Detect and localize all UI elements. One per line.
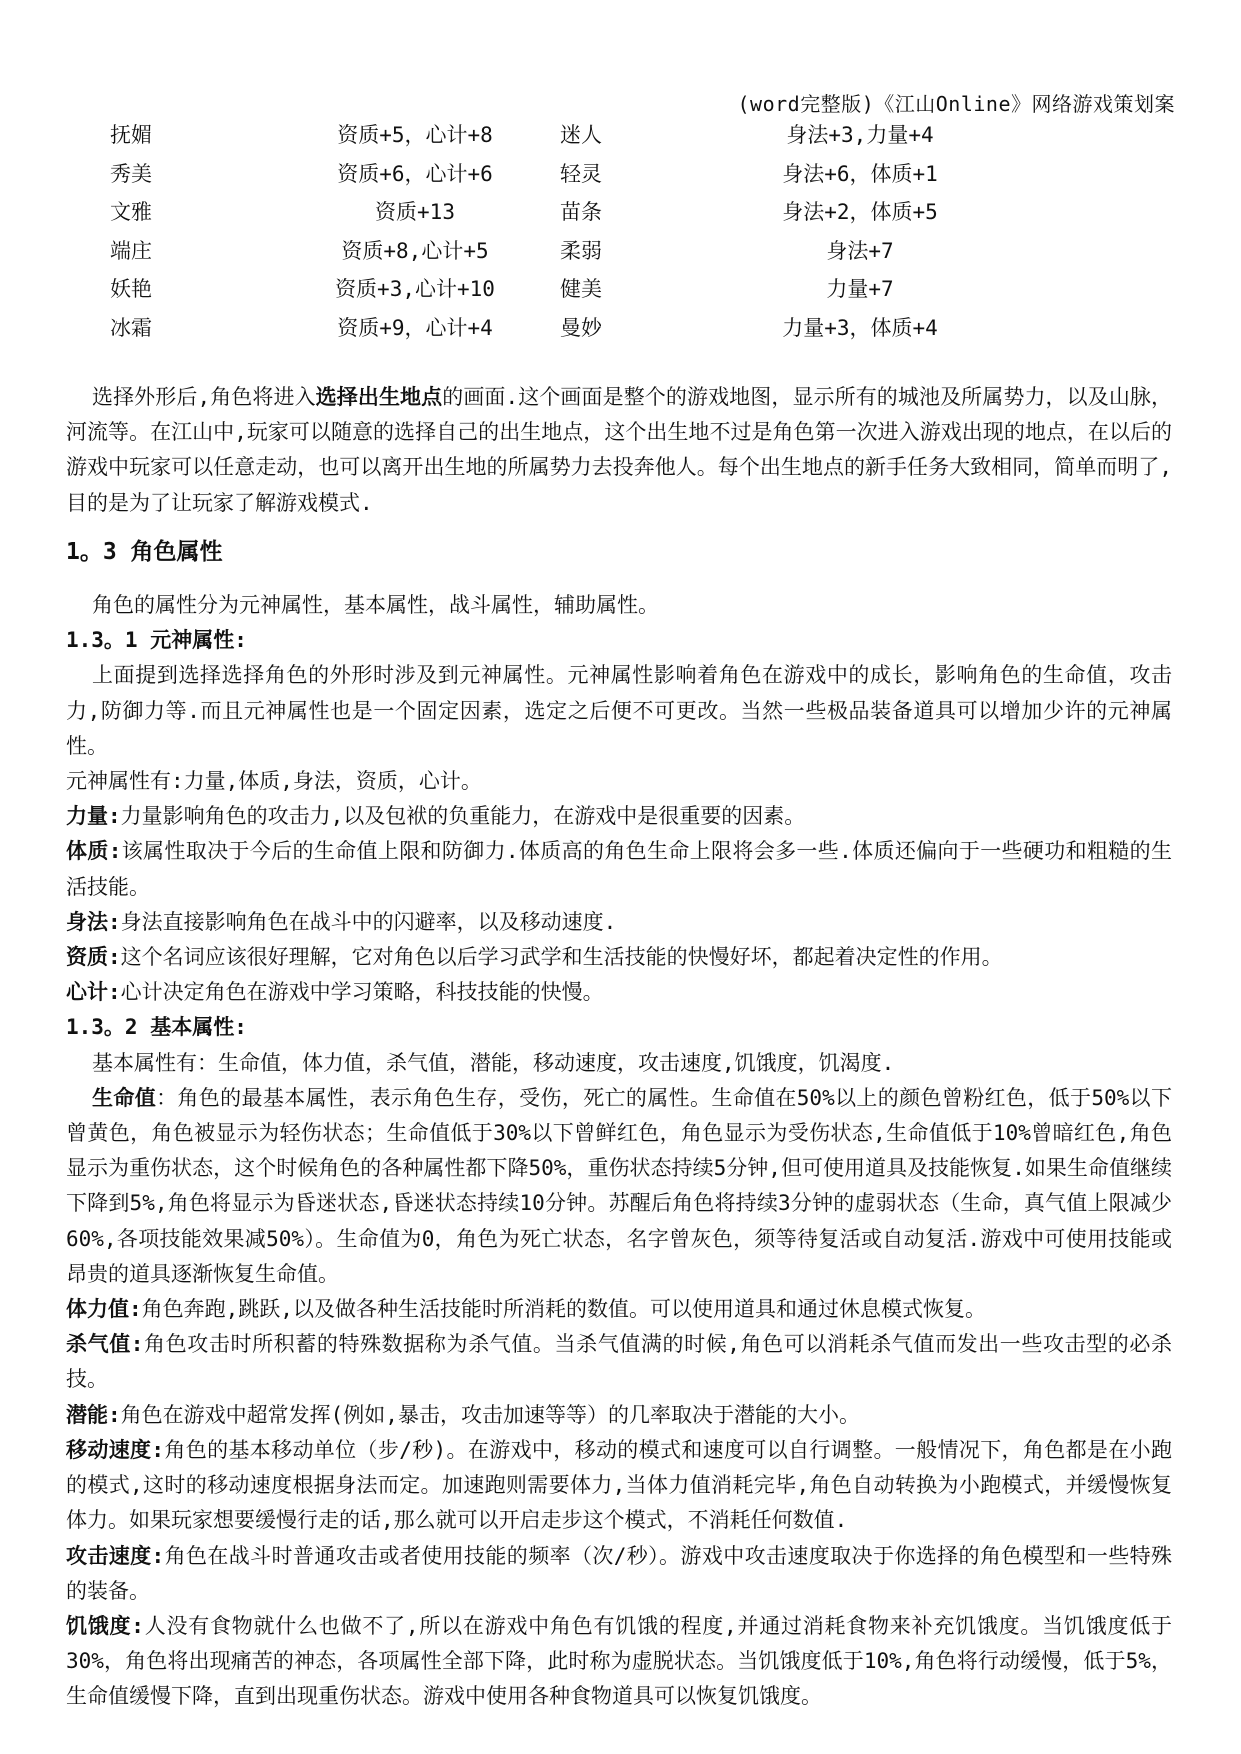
appearance-name-cell: 文雅 (110, 200, 152, 225)
appearance-name-cell: 曼妙 (560, 315, 602, 340)
attribute-term: 资质: (66, 945, 121, 970)
attribute-definition (66, 1433, 1172, 1539)
attribute-description: 角色在游戏中超常发挥(例如,暴击，攻击加速等等）的几率取决于潜能的大小。 (120, 1402, 860, 1427)
appearance-name-cell: 苗条 (560, 200, 602, 225)
spirit-attribute-list (66, 799, 1172, 1010)
attribute-bonus-cell: 身法+3,力量+4 (786, 123, 934, 148)
attribute-row (110, 308, 1010, 347)
attribute-description: 身法直接影响角色在战斗中的闪避率，以及移动速度. (120, 909, 617, 934)
appearance-name-cell: 冰霜 (110, 315, 152, 340)
attribute-bonus-cell: 力量+7 (826, 277, 894, 302)
attribute-definition (66, 799, 1172, 834)
section-heading-1-3-2: 1.3。2 基本属性: (66, 1015, 247, 1040)
attribute-description: 该属性取决于今后的生命值上限和防御力.体质高的角色生命上限将会多一些.体质还偏向于一些硬功和粗糙的生活技能。 (66, 839, 1172, 899)
attribute-description: 人没有食物就什么也做不了,所以在游戏中角色有饥饿的程度,并通过消耗食物来补充饥饿度。当饥饿度低于30%，角色将出现痛苦的神态，各项属性全部下降，此时称为虚脱状态。当饥饿度低于10%,角色将行动缓慢，低于5%，生命值缓慢下降，直到出现重伤状态。游戏中使用各种食物道具可以恢复饥饿度。 (66, 1613, 1172, 1709)
attribute-description: 角色攻击时所积蓄的特殊数据称为杀气值。当杀气值满的时候,角色可以消耗杀气值而发出一些攻击型的必杀技。 (66, 1332, 1172, 1392)
attribute-bonus-cell: 资质+6，心计+6 (337, 161, 493, 186)
intro-paragraph (66, 380, 1172, 521)
attribute-bonus-cell: 资质+13 (375, 200, 455, 225)
attribute-row (110, 154, 1010, 193)
attribute-bonus-cell: 资质+5，心计+8 (337, 123, 493, 148)
intro-bold-term: 选择出生地点 (315, 385, 443, 409)
intro-text-pre: 选择外形后,角色将进入 (92, 385, 316, 409)
attribute-row (110, 192, 1010, 231)
attribute-bonus-cell: 资质+3,心计+10 (335, 277, 495, 302)
attribute-definition (66, 1609, 1172, 1715)
appearance-attribute-table (110, 115, 1010, 346)
appearance-name-cell: 健美 (560, 277, 602, 302)
life-value-text: ：角色的最基本属性，表示角色生存，受伤，死亡的属性。生命值在50%以上的颜色曾粉红色，低于50%以下曾黄色，角色被显示为轻伤状态；生命值低于30%以下曾鲜红色，角色显示为受伤状态,生命值低于10%曾暗红色,角色显示为重伤状态，这个时候角色的各种属性都下降50%，重伤状态持续5分钟,但可使用道具及技能恢复.如果生命值继续下降到5%,角色将显示为昏迷状态,昏迷状态持续10分钟。苏醒后角色将持续3分钟的虚弱状态（生命，真气值上限减少60%,各项技能效果减50%）。生命值为0，角色为死亡状态，名字曾灰色，须等待复活或自动复活.游戏中可使用技能或昂贵的道具逐渐恢复生命值。 (66, 1085, 1173, 1286)
life-value-paragraph (66, 1081, 1172, 1292)
attribute-term: 力量: (66, 804, 121, 829)
attribute-definition (66, 1292, 1172, 1327)
section-heading-1-3: 1。3 角色属性 (66, 538, 223, 565)
appearance-name-cell: 柔弱 (560, 238, 602, 263)
attribute-bonus-cell: 力量+3，体质+4 (782, 315, 938, 340)
attribute-term: 杀气值: (66, 1332, 144, 1357)
attribute-row (110, 115, 1010, 154)
attribute-description: 心计决定角色在游戏中学习策略，科技技能的快慢。 (120, 980, 604, 1005)
attribute-definition (66, 940, 1172, 975)
attribute-bonus-cell: 身法+2，体质+5 (782, 200, 938, 225)
attribute-row (110, 231, 1010, 270)
attribute-bonus-cell: 身法+7 (826, 238, 894, 263)
section-1-3-1-list-intro: 元神属性有:力量,体质,身法，资质，心计。 (66, 769, 482, 794)
section-heading-1-3-1: 1.3。1 元神属性: (66, 628, 247, 653)
attribute-definition (66, 1398, 1172, 1433)
appearance-name-cell: 妖艳 (110, 277, 152, 302)
life-value-term: 生命值 (92, 1085, 157, 1110)
appearance-name-cell: 端庄 (110, 238, 152, 263)
attribute-term: 体质: (66, 839, 122, 864)
attribute-definition (66, 1327, 1172, 1397)
attribute-row (110, 269, 1010, 308)
attribute-description: 角色在战斗时普通攻击或者使用技能的频率（次/秒）。游戏中攻击速度取决于你选择的角色模型和一些特殊的装备。 (66, 1543, 1172, 1603)
attribute-definition (66, 905, 1172, 940)
attribute-term: 饥饿度: (66, 1613, 144, 1638)
attribute-term: 移动速度: (66, 1437, 165, 1462)
attribute-definition (66, 834, 1172, 904)
document-body (66, 380, 1172, 1715)
attribute-description: 这个名词应该很好理解，它对角色以后学习武学和生活技能的快慢好坏，都起着决定性的作用。 (120, 945, 1003, 970)
intro-text-post: 的画面.这个画面是整个的游戏地图，显示所有的城池及所属势力，以及山脉，河流等。在江山中,玩家可以随意的选择自己的出生地点，这个出生地不过是角色第一次进入游戏出现的地点，在以后的游戏中玩家可以任意走动，也可以离开出生地的所属势力去投奔他人。每个出生地点的新手任务大致相同，简单而明了,目的是为了让玩家了解游戏模式. (66, 385, 1173, 515)
attribute-description: 力量影响角色的攻击力,以及包袱的负重能力，在游戏中是很重要的因素。 (120, 804, 806, 829)
attribute-definition (66, 1539, 1172, 1609)
attribute-term: 身法: (66, 909, 121, 934)
attribute-bonus-cell: 身法+6，体质+1 (782, 161, 938, 186)
attribute-term: 体力值: (66, 1297, 142, 1322)
page-header: (word完整版)《江山Online》网络游戏策划案 (737, 92, 1175, 116)
attribute-description: 角色奔跑,跳跃,以及做各种生活技能时所消耗的数值。可以使用道具和通过休息模式恢复。 (141, 1297, 986, 1322)
attribute-term: 潜能: (66, 1402, 121, 1427)
section-1-3-intro: 角色的属性分为元神属性，基本属性，战斗属性，辅助属性。 (92, 593, 659, 618)
appearance-name-cell: 迷人 (560, 123, 602, 148)
appearance-name-cell: 抚媚 (110, 123, 152, 148)
attribute-bonus-cell: 资质+8,心计+5 (341, 238, 489, 263)
basic-attribute-list (66, 1292, 1172, 1714)
attribute-definition (66, 975, 1172, 1010)
section-1-3-1-paragraph: 上面提到选择选择角色的外形时涉及到元神属性。元神属性影响着角色在游戏中的成长，影响角色的生命值，攻击力,防御力等.而且元神属性也是一个固定因素，选定之后便不可更改。当然一些极品装备道具可以增加少许的元神属性。 (66, 663, 1172, 758)
section-1-3-2-paragraph: 基本属性有：生命值，体力值，杀气值，潜能，移动速度，攻击速度,饥饿度，饥渴度. (92, 1050, 895, 1075)
appearance-name-cell: 秀美 (110, 161, 152, 186)
attribute-bonus-cell: 资质+9，心计+4 (337, 315, 493, 340)
attribute-description: 角色的基本移动单位（步/秒)。在游戏中，移动的模式和速度可以自行调整。一般情况下，角色都是在小跑的模式,这时的移动速度根据身法而定。加速跑则需要体力,当体力值消耗完毕,角色自动转换为小跑模式，并缓慢恢复体力。如果玩家想要缓慢行走的话,那么就可以开启走步这个模式，不消耗任何数值. (66, 1437, 1172, 1533)
appearance-name-cell: 轻灵 (560, 161, 602, 186)
attribute-term: 心计: (66, 980, 121, 1005)
attribute-term: 攻击速度: (66, 1543, 165, 1568)
